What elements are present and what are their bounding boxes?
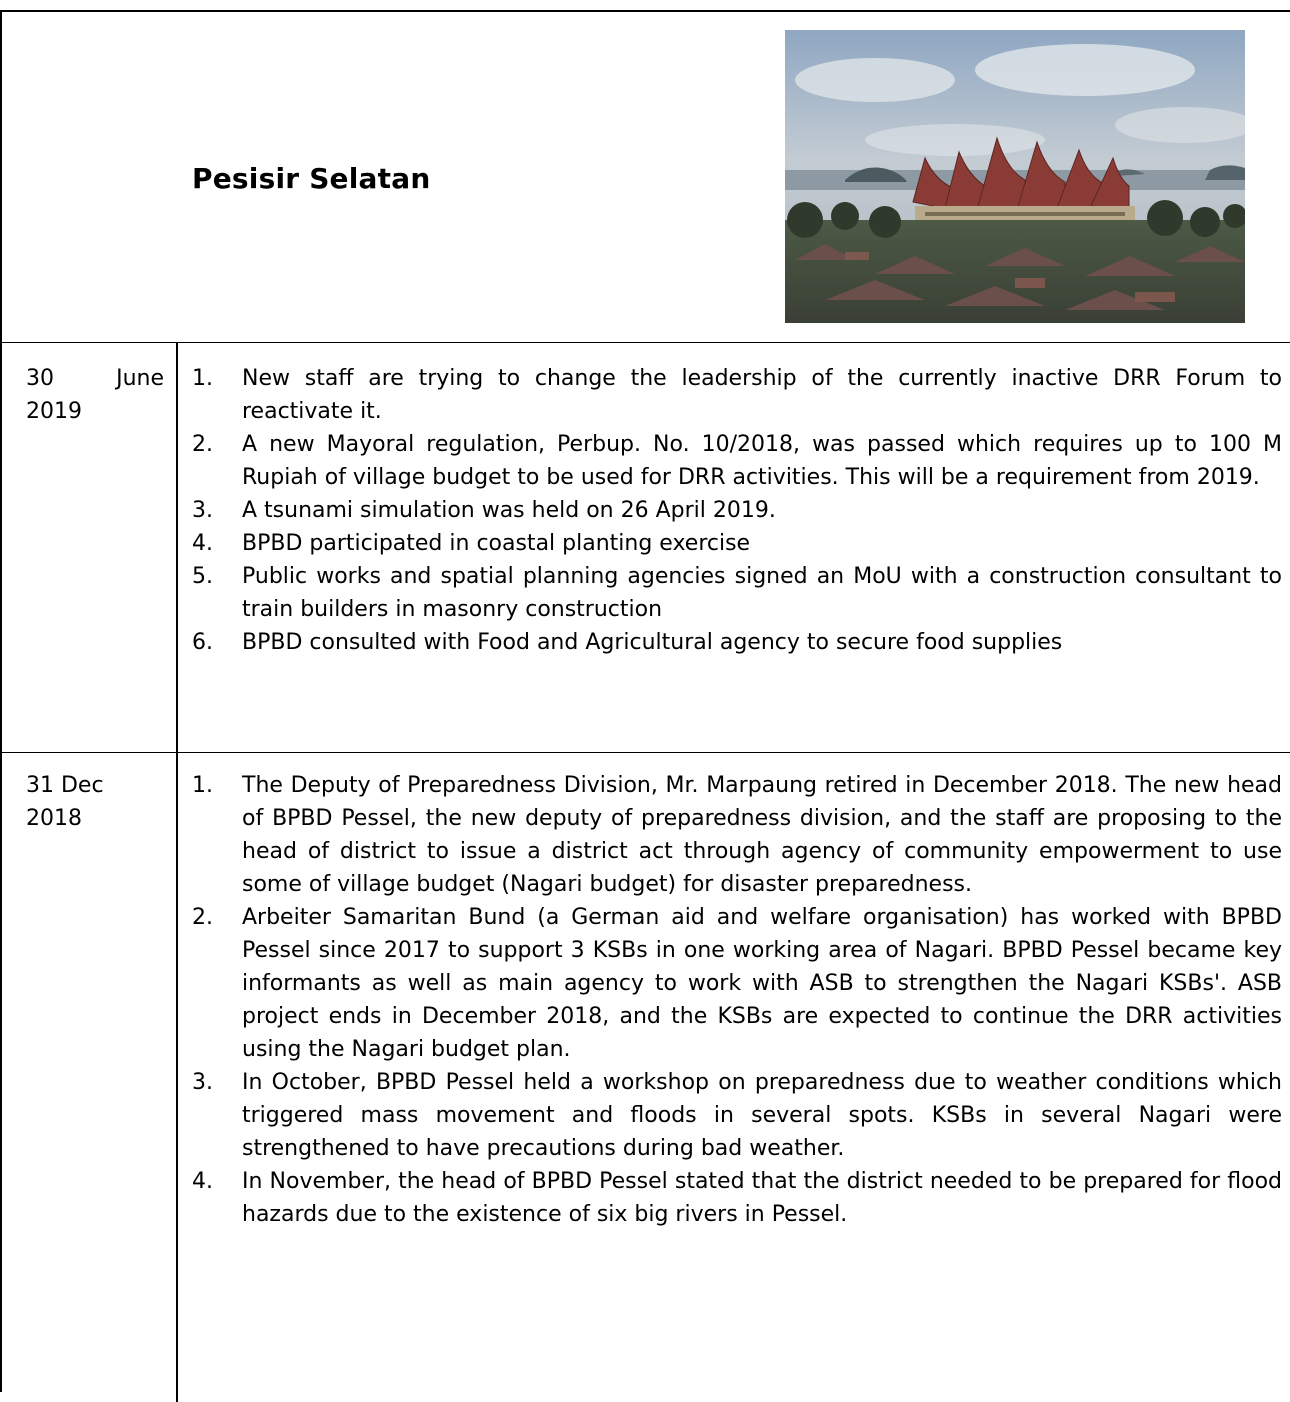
date-day: 30 [26, 366, 54, 391]
entry-date [2, 362, 174, 428]
document-table [0, 10, 1290, 1392]
list-item: 4. BPBD participated in coastal planting exercise [192, 531, 751, 556]
date-month: June [116, 366, 164, 391]
list-item: 5. Public works and spatial planning agencies signed an MoU with a construction consultant to train builders in masonry construction [192, 564, 1282, 622]
list-item: 4. In November, the head of BPBD Pessel stated that the district needed to be prepared for flood hazards due to the existence of six big rivers in Pessel. [192, 1169, 1282, 1227]
list-item: 6. BPBD consulted with Food and Agricultural agency to secure food supplies [192, 630, 1063, 655]
entry-item-list [192, 769, 1282, 1231]
list-item: 1. The Deputy of Preparedness Division, Mr. Marpaung retired in December 2018. The new head of BPBD Pessel, the new deputy of preparedness division, and the staff are proposing to the head of district to issue a district act through agency of community empowerment to use some of village budget (Nagari budget) for disaster preparedness. [192, 773, 1282, 897]
list-item: 2. A new Mayoral regulation, Perbup. No. 10/2018, was passed which requires up to 100 M Rupiah of village budget to be used for DRR activities. This will be a requirement from 2019. [192, 432, 1282, 490]
date-day-month: 31 Dec [26, 773, 104, 798]
header-row [2, 12, 1290, 343]
list-item: 3. In October, BPBD Pessel held a workshop on preparedness due to weather conditions which triggered mass movement and floods in several spots. KSBs in several Nagari were strengthened to have precautions during bad weather. [192, 1070, 1282, 1161]
row-divider [2, 752, 1290, 753]
entry-date [2, 769, 174, 835]
list-item: 2. Arbeiter Samaritan Bund (a German aid and welfare organisation) has worked with BPBD Pessel since 2017 to support 3 KSBs in one working area of Nagari. BPBD Pessel became key informants as well as main agency to work with ASB to strengthen the Nagari KSBs'. ASB project ends in December 2018, and the KSBs are expected to continue the DRR activities using the Nagari budget plan. [192, 905, 1282, 1062]
date-year: 2018 [26, 806, 82, 831]
date-year: 2019 [26, 399, 82, 424]
list-item: 1. New staff are trying to change the leadership of the currently inactive DRR Forum to reactivate it. [192, 366, 1282, 424]
column-divider [176, 342, 178, 1402]
location-title: Pesisir Selatan [192, 162, 431, 195]
list-item: 3. A tsunami simulation was held on 26 April 2019. [192, 498, 776, 523]
photo-mosque-roofs [785, 30, 1245, 323]
entry-item-list [192, 362, 1282, 659]
